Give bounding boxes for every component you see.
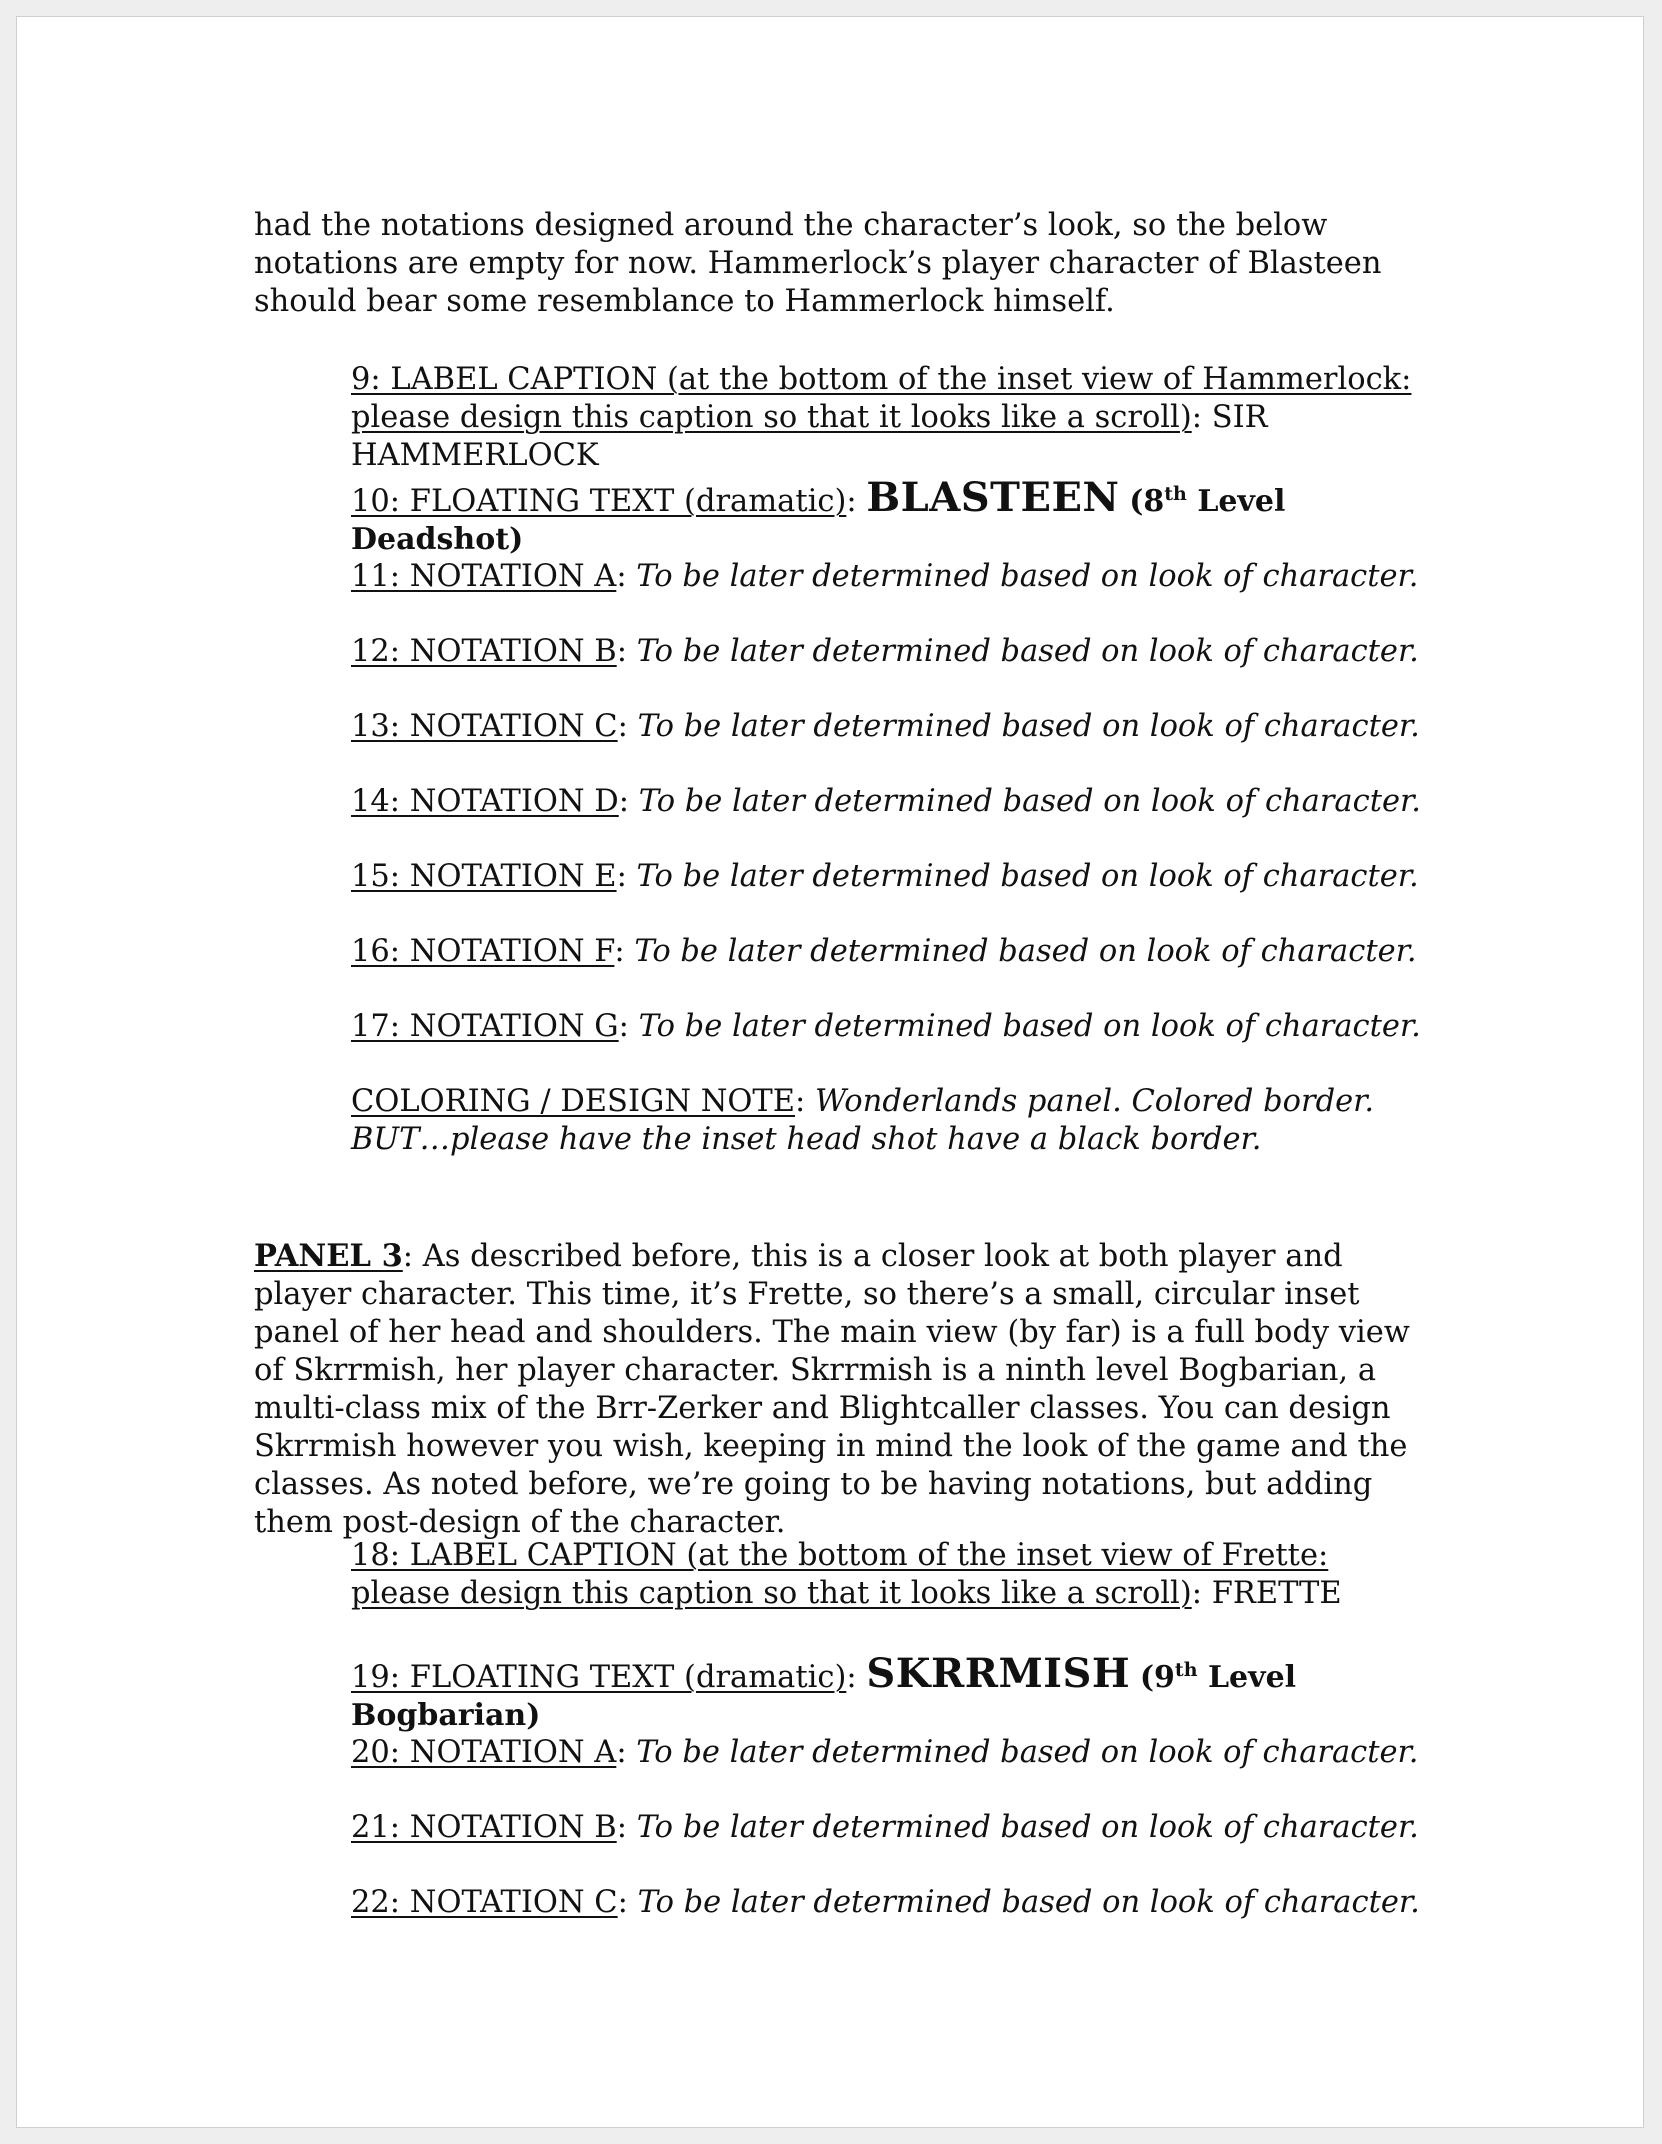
panel-label: PANEL 3 — [254, 1238, 403, 1274]
note-label: COLORING / DESIGN NOTE — [351, 1084, 796, 1119]
coloring-design-note: COLORING / DESIGN NOTE: Wonderlands panel. Colored border. BUT…please have the inset head shot have a black border. — [351, 1084, 1375, 1157]
notation-label: 22: NOTATION C — [351, 1885, 618, 1920]
notation-a-2: 20: NOTATION A: To be later determined based on look of character. — [351, 1735, 1419, 1770]
notation-text: To be later determined based on look of character. — [636, 859, 1419, 894]
intro-paragraph: had the notations designed around the character’s look, so the below notations are empty for now. Hammerlock’s player character of Blasteen should bear some resemblance to Hammerlock himself. — [254, 208, 1382, 319]
notation-text: To be later determined based on look of character. — [634, 934, 1417, 969]
notation-d: 14: NOTATION D: To be later determined based on look of character. — [351, 784, 1421, 819]
document-page — [16, 16, 1644, 2128]
notation-c-2: 22: NOTATION C: To be later determined based on look of character. — [351, 1885, 1420, 1920]
notation-f: 16: NOTATION F: To be later determined based on look of character. — [351, 934, 1417, 969]
item-value: FRETTE — [1211, 1576, 1342, 1611]
notation-label: 15: NOTATION E — [351, 859, 617, 894]
item-label: 18: LABEL CAPTION (at the bottom of the inset view of Frette: please design this caption so that it looks like a scroll) — [351, 1538, 1329, 1611]
floating-text-skrrmish: 19: FLOATING TEXT (dramatic): SKRRMISH (9th Level Bogbarian) — [351, 1650, 1297, 1733]
item-value: SIR HAMMERLOCK — [351, 400, 1268, 473]
notation-c: 13: NOTATION C: To be later determined based on look of character. — [351, 709, 1420, 744]
notation-text: To be later determined based on look of character. — [636, 1810, 1419, 1845]
label-caption-frette: 18: LABEL CAPTION (at the bottom of the inset view of Frette: please design this caption so that it looks like a scroll): FRETTE — [351, 1538, 1342, 1611]
notation-label: 12: NOTATION B — [351, 634, 617, 669]
notation-text: To be later determined based on look of character. — [636, 1735, 1419, 1770]
panel-3-paragraph: PANEL 3: As described before, this is a closer look at both player and player character. This time, it’s Frette, so there’s a small, circular inset panel of her head and shoulders. The main view (by far) is a full body view of Skrrmish, her player character. Skrrmish is a ninth level Bogbarian, a multi-class mix of the Brr-Zerker and Blightcaller classes. You can design Skrrmish however you wish, keeping in mind the look of the game and the classes. As noted before, we’re going to be having notations, but adding them post-design of the character. — [254, 1238, 1410, 1540]
notation-b-2: 21: NOTATION B: To be later determined based on look of character. — [351, 1810, 1419, 1845]
notation-e: 15: NOTATION E: To be later determined based on look of character. — [351, 859, 1419, 894]
notation-label: 21: NOTATION B — [351, 1810, 617, 1845]
floating-text-blasteen: 10: FLOATING TEXT (dramatic): BLASTEEN (8th Level Deadshot) — [351, 474, 1286, 557]
notation-text: To be later determined based on look of character. — [637, 709, 1420, 744]
notation-text: To be later determined based on look of character. — [637, 1885, 1420, 1920]
notation-label: 17: NOTATION G — [351, 1009, 619, 1044]
notation-label: 13: NOTATION C — [351, 709, 618, 744]
notation-text: To be later determined based on look of character. — [636, 559, 1419, 594]
panel-description: As described before, this is a closer look at both player and player character. This time, it’s Frette, so there’s a small, circular inset panel of her head and shoulders. The main view (by far) is a full body view of Skrrmish, her player character. Skrrmish is a ninth level Bogbarian, a multi-class mix of the Brr-Zerker and Blightcaller classes. You can design Skrrmish however you wish, keeping in mind the look of the game and the classes. As noted before, we’re going to be having notations, but adding them post-design of the character. — [254, 1239, 1410, 1540]
notation-b: 12: NOTATION B: To be later determined based on look of character. — [351, 634, 1419, 669]
notation-text: To be later determined based on look of character. — [636, 634, 1419, 669]
notation-label: 11: NOTATION A — [351, 559, 617, 594]
item-label: 10: FLOATING TEXT (dramatic) — [351, 484, 847, 519]
notation-label: 14: NOTATION D — [351, 784, 619, 819]
character-name: SKRRMISH — [866, 1650, 1131, 1697]
notation-a: 11: NOTATION A: To be later determined based on look of character. — [351, 559, 1419, 594]
character-name: BLASTEEN — [866, 474, 1120, 521]
character-level: (8th Level Deadshot) — [351, 483, 1286, 557]
character-level: (9th Level Bogbarian) — [351, 1659, 1297, 1733]
item-label: 19: FLOATING TEXT (dramatic) — [351, 1660, 847, 1695]
notation-g: 17: NOTATION G: To be later determined based on look of character. — [351, 1009, 1421, 1044]
label-caption-hammerlock: 9: LABEL CAPTION (at the bottom of the inset view of Hammerlock: please design this caption so that it looks like a scroll): SIR HAMMERLOCK — [351, 362, 1412, 473]
notation-text: To be later determined based on look of character. — [638, 1009, 1421, 1044]
notation-label: 20: NOTATION A — [351, 1735, 617, 1770]
note-text: Wonderlands panel. Colored border. BUT…please have the inset head shot have a black border. — [351, 1084, 1375, 1157]
notation-label: 16: NOTATION F — [351, 934, 615, 969]
item-label: 9: LABEL CAPTION (at the bottom of the inset view of Hammerlock: please design this caption so that it looks like a scroll) — [351, 362, 1412, 435]
notation-text: To be later determined based on look of character. — [638, 784, 1421, 819]
